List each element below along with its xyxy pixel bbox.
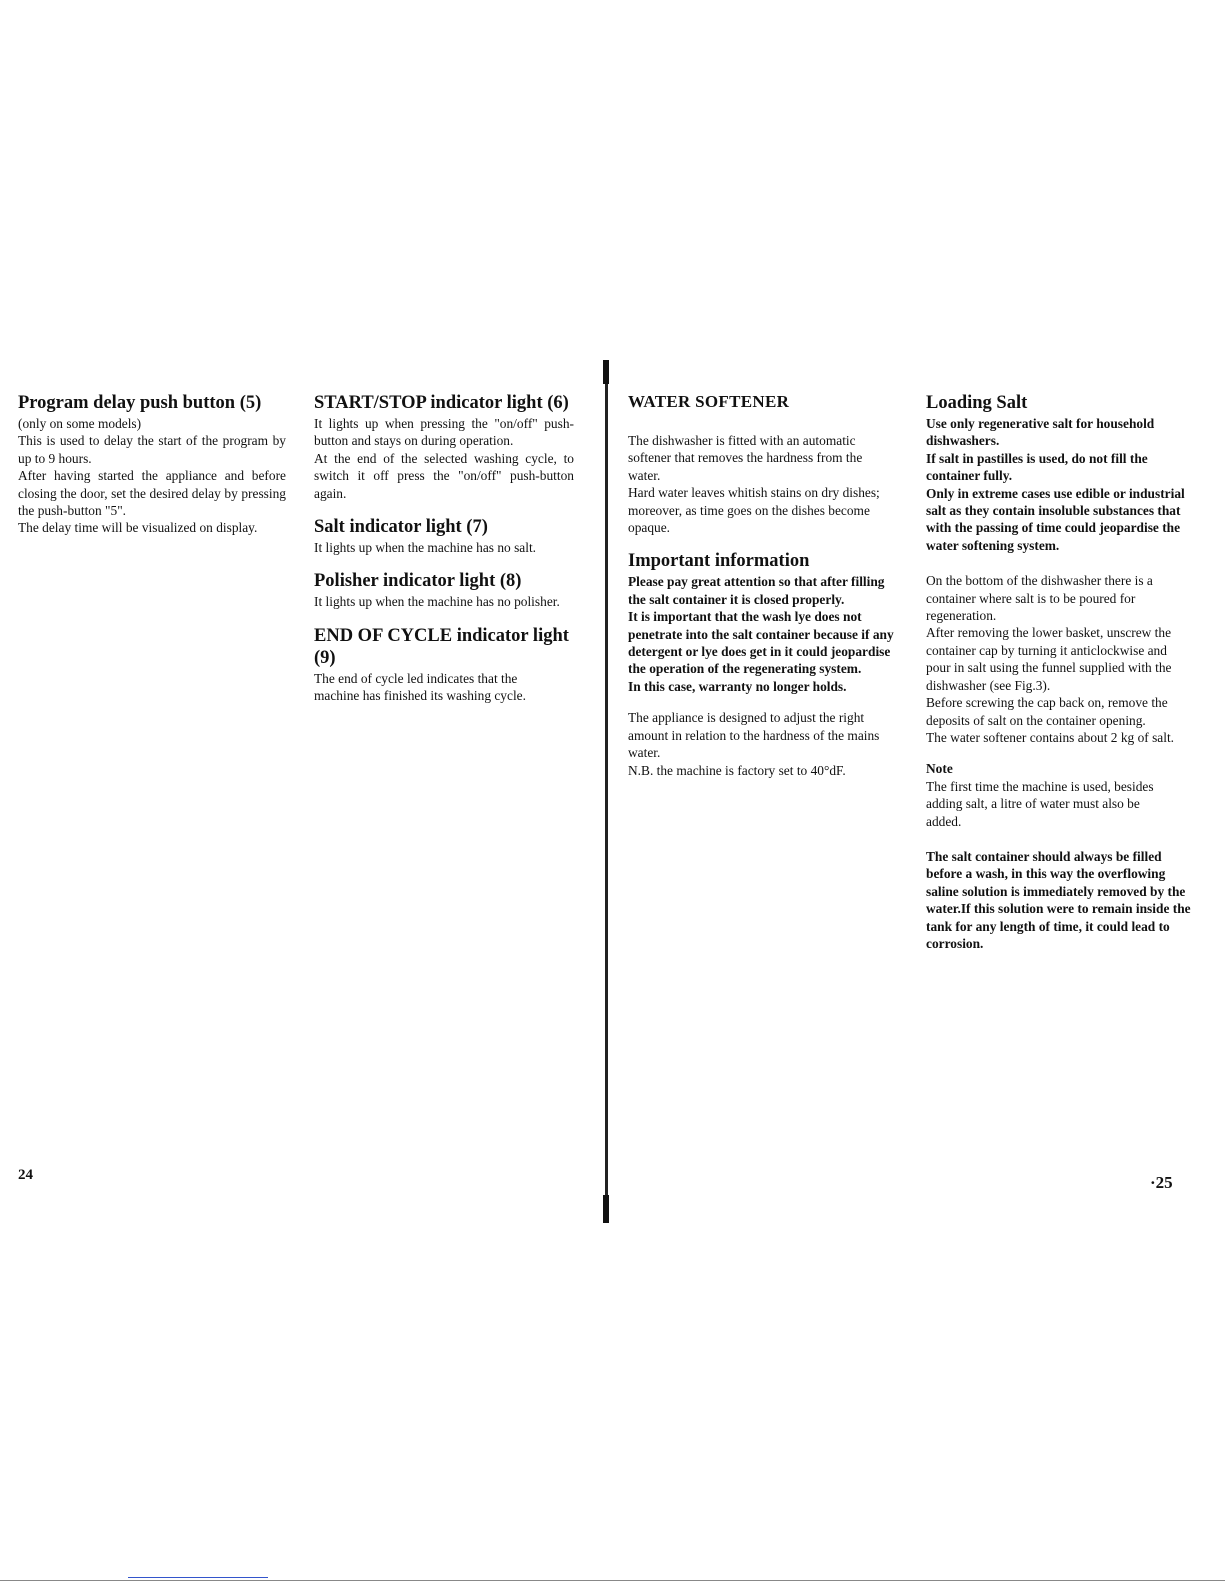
heading-end-of-cycle-light: END OF CYCLE indicator light (9) [314,625,569,668]
text-hard-water: Hard water leaves whitish stains on dry dishes; moreover, as time goes on the dishes become opaque. [628,485,880,536]
heading-polisher-light: Polisher indicator light (8) [314,571,522,592]
text-factory-setting: N.B. the machine is factory set to 40°dF. [628,762,846,778]
text-pastilles: If salt in pastilles is used, do not fill the container fully. [926,450,1148,484]
text-delay-display: The delay time will be visualized on display. [18,520,258,536]
heading-note: Note [926,761,953,777]
text-warranty: In this case, warranty no longer holds. [628,678,847,694]
bottom-link-underline [128,1577,268,1578]
text-note: The first time the machine is used, besides adding salt, a litre of water must also be added. [926,778,1154,829]
text-remove-deposits: Before screwing the cap back on, remove the deposits of salt on the container opening. [926,695,1168,728]
text-delay-purpose: This is used to delay the start of the program by up to 9 hours. [18,433,286,466]
text-end-of-cycle: The end of cycle led indicates that the machine has finished its washing cycle. [314,670,526,704]
heading-program-delay: Program delay push button (5) [18,393,262,413]
heading-loading-salt: Loading Salt [926,393,1028,413]
column-program-delay [18,392,286,537]
text-important-close-container: Please pay great attention so that after filling the salt container it is closed properly. [628,574,885,607]
heading-important-information: Important information [628,551,810,572]
text-adjust-hardness: The appliance is designed to adjust the right amount in relation to the hardness of the mains water. [628,710,880,761]
text-start-stop-1: It lights up when pressing the "on/off" push-button and stays on during operation. [314,416,574,449]
text-start-stop-2: At the end of the selected washing cycle, to switch it off press the "on/off" push-button again. [314,450,574,501]
text-delay-instructions: After having started the appliance and before closing the door, set the desired delay by pressing the push-button "5". [18,468,286,519]
text-regenerative-salt: Use only regenerative salt for household dishwashers. [926,416,1155,449]
bottom-edge-line [0,1580,1225,1581]
text-softener-intro: The dishwasher is fitted with an automatic softener that removes the hardness from the water. [628,433,863,483]
text-extreme-cases: Only in extreme cases use edible or industrial salt as they contain insoluble substances that with the passing of time could jeopardise the water softening system. [926,485,1185,553]
page-spine [605,360,608,1222]
page-number-left: 24 [18,1167,33,1183]
text-important-lye: It is important that the wash lye does not penetrate into the salt container because if any detergent or lye does get in it could jeopardise the operation of the regenerating system. [628,609,894,677]
column-water-softener [628,392,900,779]
text-salt-container-warning: The salt container should always be filled before a wash, in this way the overflowing saline solution is immediately removed by the water.If this solution were to remain inside the tank for any length of time, it could lead to corrosion. [926,848,1191,951]
text-salt-light: It lights up when the machine has no salt. [314,540,537,556]
text-salt-capacity: The water softener contains about 2 kg of salt. [926,729,1175,745]
text-salt-container-location: On the bottom of the dishwasher there is a container where salt is to be poured for regeneration. [926,573,1153,624]
column-indicator-lights [314,392,574,705]
spine-bottom-mark [603,1195,609,1223]
text-salt-filling: After removing the lower basket, unscrew the container cap by turning it anticlockwise and pour in salt using the funnel supplied with the dishwasher (see Fig.3). [926,625,1172,693]
spine-top-mark [603,360,609,384]
text-polisher-light: It lights up when the machine has no polisher. [314,594,560,610]
text-models-note: (only on some models) [18,416,142,431]
heading-water-softener: WATER SOFTENER [628,392,790,411]
heading-salt-light: Salt indicator light (7) [314,517,488,538]
heading-start-stop-light: START/STOP indicator light (6) [314,393,569,413]
column-loading-salt [926,392,1192,952]
page-number-right: ·25 [1150,1173,1173,1192]
